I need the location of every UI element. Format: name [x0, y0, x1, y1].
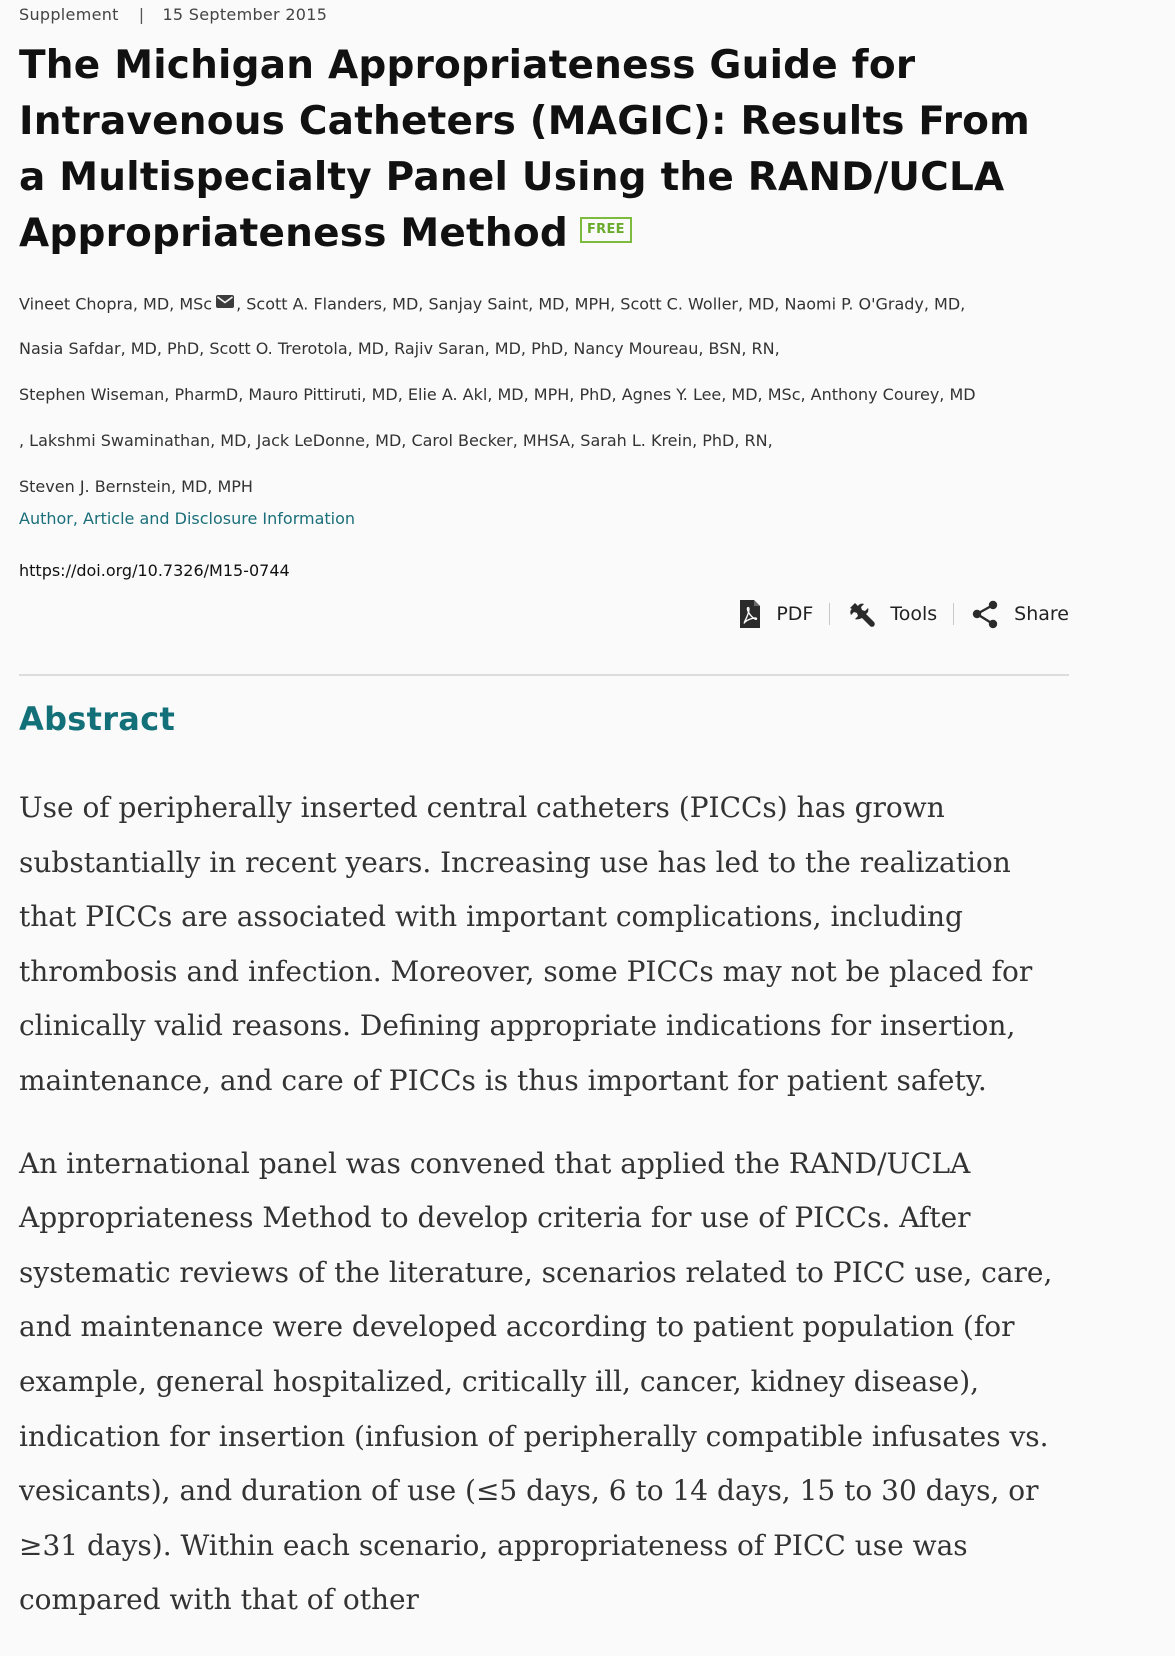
tools-label: Tools [890, 603, 938, 625]
publication-date: 15 September 2015 [162, 5, 328, 24]
pdf-button[interactable] [738, 599, 813, 629]
share-label: Share [1014, 603, 1069, 625]
author-line: Steven J. Bernstein, MD, MPH [19, 477, 253, 496]
toolbar-divider [829, 603, 830, 625]
tools-button[interactable] [846, 599, 937, 629]
share-icon [970, 599, 1000, 629]
free-badge: FREE [580, 217, 632, 243]
author-line: Nasia Safdar, MD, PhD, Scott O. Trerotola, MD, Rajiv Saran, MD, PhD, Nancy Moureau, BSN, RN, [19, 339, 780, 358]
article-meta [19, 5, 327, 24]
author-line: Stephen Wiseman, PharmD, Mauro Pittiruti, MD, Elie A. Akl, MD, MPH, PhD, Agnes Y. Lee, MD, MSc, Anthony Courey, MD [19, 385, 976, 404]
toolbar-divider [953, 603, 954, 625]
meta-separator: | [138, 5, 145, 24]
abstract-paragraph: Use of peripherally inserted central catheters (PICCs) has grown substantially in recent years. Increasing use has led to the realization that PICCs are associated with important complications, including thrombosis and infection. Moreover, some PICCs may not be placed for clinically valid reasons. Defining appropriate indications for insertion, maintenance, and care of PICCs is thus important for patient safety. [19, 791, 1033, 1097]
abstract-paragraph: An international panel was convened that applied the RAND/UCLA Appropriateness Method to develop criteria for use of PICCs. After systematic reviews of the literature, scenarios related to PICC use, care, and maintenance were developed according to patient population (for example, general hospitalized, critically ill, cancer, kidney disease), indication for insertion (infusion of peripherally compatible infusates vs. vesicants), and duration of use (≤5 days, 6 to 14 days, 15 to 30 days, or ≥31 days). Within each scenario, appropriateness of PICC use was compared with that of other [19, 1146, 1053, 1617]
envelope-icon[interactable] [216, 280, 234, 326]
wrench-icon [846, 599, 876, 629]
abstract-body [19, 781, 1069, 1656]
corresponding-author[interactable]: Vineet Chopra, MD, MSc [19, 294, 213, 314]
author-line: , Lakshmi Swaminathan, MD, Jack LeDonne, MD, Carol Becker, MHSA, Sarah L. Krein, PhD, RN, [19, 431, 773, 450]
author-line [19, 280, 1084, 326]
article-toolbar [738, 596, 1069, 632]
section-label: Supplement [19, 5, 119, 24]
abstract-heading: Abstract [19, 700, 176, 738]
doi-link[interactable]: https://doi.org/10.7326/M15-0744 [19, 561, 290, 580]
article-title-text: The Michigan Appropriateness Guide for Intravenous Catheters (MAGIC): Results From a Multispecialty Panel Using the RAND/UCLA Appropriateness Method [19, 43, 1031, 256]
pdf-label: PDF [776, 603, 814, 625]
pdf-icon [738, 599, 762, 629]
author-list [19, 280, 1084, 510]
author-disclosure-link[interactable]: Author, Article and Disclosure Information [19, 509, 356, 528]
share-button[interactable] [970, 599, 1069, 629]
article-title [19, 38, 1069, 262]
author-names: , Scott A. Flanders, MD, Sanjay Saint, MD, MPH, Scott C. Woller, MD, Naomi P. O'Grady, MD, [236, 294, 966, 314]
section-divider [19, 674, 1069, 676]
